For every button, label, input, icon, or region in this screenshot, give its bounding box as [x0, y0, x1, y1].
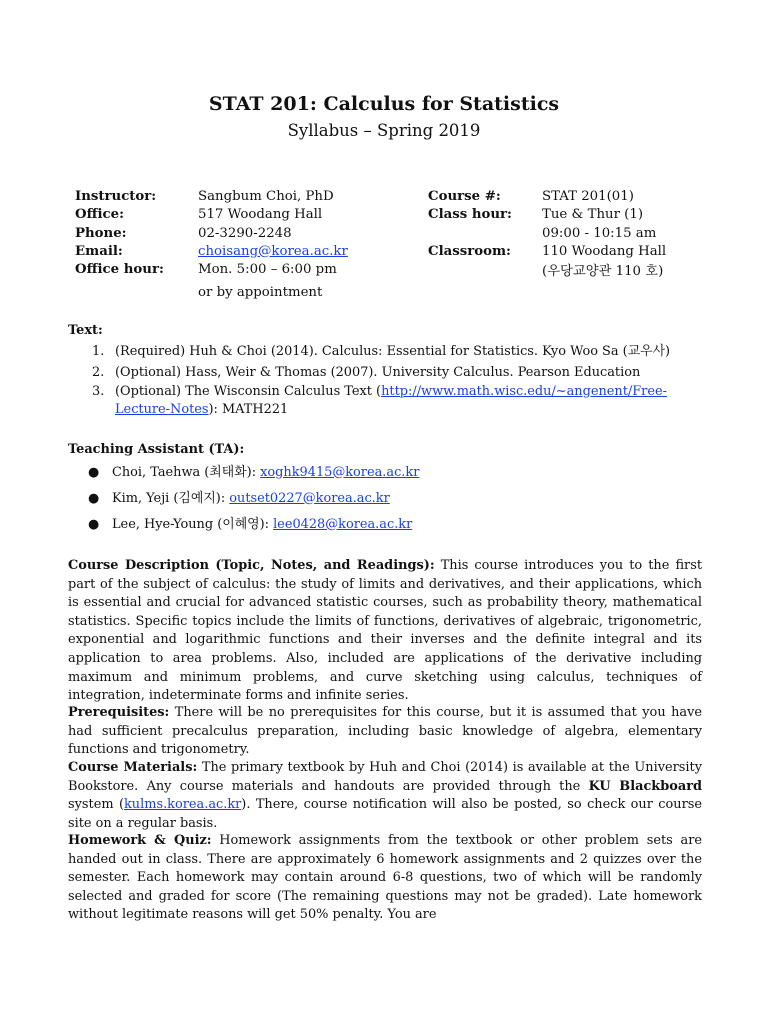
- text-section: [68, 322, 702, 420]
- ta-item: [68, 490, 702, 516]
- ta-list: [68, 464, 702, 542]
- list-number: 1.: [92, 343, 105, 359]
- course-description-heading: Course Description (Topic, Notes, and Readings):: [68, 558, 435, 573]
- course-materials-body-a: The primary textbook by Huh and Choi (2014) is available at the University Bookstore. Any course materials and handouts are provided through the: [68, 760, 702, 794]
- course-label: Course #:: [428, 189, 501, 204]
- course-description-body: This course introduces you to the first part of the subject of calculus: the study of limits and derivatives, and their applications, which is essential and crucial for advanced statistic courses, such as probability theory, mathematical statistics. Specific topics include the limits of functions, derivatives of algebraic, trigonometric, exponential and logarithmic functions and their inverses and the definite integral and its application to area problems. Also, included are applications of the derivative including maximum and minimum problems, and curve sketching using calculus, techniques of integration, indeterminate forms and infinite series.: [68, 558, 702, 704]
- page-subtitle: Syllabus – Spring 2019: [287, 121, 481, 140]
- list-item: [68, 364, 702, 383]
- prerequisites-heading: Prerequisites:: [68, 705, 170, 720]
- office-label: Office:: [75, 207, 125, 223]
- list-item-suffix: ): MATH221: [208, 402, 289, 418]
- list-number: 2.: [92, 365, 105, 381]
- ta-name: Kim, Yeji (김예지):: [112, 490, 230, 506]
- classroom-value: 110 Woodang Hall: [542, 243, 667, 259]
- list-item-text: (Required) Huh & Choi (2014). Calculus: Essential for Statistics. Kyo Woo Sa (교우사): [115, 343, 671, 359]
- course-materials-body-b: system (: [68, 797, 124, 813]
- page-title: STAT 201: Calculus for Statistics: [208, 93, 560, 115]
- email-label: Email:: [75, 243, 123, 259]
- class-time-value: 09:00 - 10:15 am: [542, 225, 657, 241]
- bullet-icon: ●: [88, 516, 100, 532]
- classroom-label: Classroom:: [428, 243, 511, 259]
- info-left-values: [198, 188, 418, 303]
- instructor-value: Sangbum Choi, PhD: [198, 189, 334, 204]
- course-materials-section: [68, 759, 702, 833]
- text-list: [68, 343, 702, 420]
- course-value: STAT 201(01): [542, 189, 634, 204]
- ta-email-link[interactable]: xoghk9415@korea.ac.kr: [260, 464, 420, 480]
- instructor-email-link[interactable]: choisang@korea.ac.kr: [198, 243, 348, 259]
- list-item: [68, 383, 702, 420]
- info-left-labels: [75, 188, 200, 279]
- list-item-prefix: (Optional) The Wisconsin Calculus Text (: [115, 383, 382, 399]
- kulms-link[interactable]: kulms.korea.ac.kr: [124, 797, 242, 813]
- homework-body: Homework assignments from the textbook or other problem sets are handed out in class. There are approximately 6 homework assignments and 2 quizzes over the semester. Each homework may contain around 6-8 questions, two of which will be randomly selected and graded for score (The remaining questions may not be graded). Late homework without legitimate reasons will get 50% penalty. You are: [68, 833, 702, 923]
- ta-name: Lee, Hye-Young (이혜영):: [112, 516, 274, 532]
- classroom-korean: (우당교양관 110 호): [542, 264, 664, 280]
- office-hour-label: Office hour:: [75, 262, 164, 278]
- instructor-label: Instructor:: [75, 189, 157, 204]
- bullet-icon: ●: [88, 490, 100, 506]
- course-description-section: [68, 557, 702, 706]
- list-number: 3.: [92, 383, 105, 399]
- ta-name: Choi, Taehwa (최태화):: [112, 464, 261, 480]
- list-item-text: (Optional) Hass, Weir & Thomas (2007). University Calculus. Pearson Education: [115, 365, 641, 381]
- info-right-values: [542, 188, 742, 281]
- ta-section: [68, 441, 702, 542]
- office-value: 517 Woodang Hall: [198, 207, 323, 223]
- list-item: [68, 343, 702, 362]
- ta-email-link[interactable]: outset0227@korea.ac.kr: [229, 490, 390, 506]
- ta-item: [68, 464, 702, 490]
- phone-label: Phone:: [75, 225, 127, 241]
- text-heading: Text:: [68, 323, 103, 338]
- class-hour-value: Tue & Thur (1): [542, 207, 644, 223]
- homework-section: [68, 832, 702, 925]
- office-hour-extra: or by appointment: [198, 285, 323, 301]
- ku-blackboard-label: KU Blackboard: [588, 778, 702, 794]
- class-hour-label: Class hour:: [428, 207, 512, 223]
- prerequisites-body: There will be no prerequisites for this course, but it is assumed that you have had sufficient precalculus preparation, including basic knowledge of algebra, elementary functions and trigonometry.: [68, 705, 702, 758]
- prerequisites-section: [68, 704, 702, 760]
- homework-heading: Homework & Quiz:: [68, 833, 212, 848]
- ta-item: [68, 516, 702, 542]
- phone-value: 02-3290-2248: [198, 225, 292, 241]
- wisconsin-calculus-link[interactable]: http://www.math.wisc.edu/~angenent/Free-Lecture-Notes: [115, 383, 667, 418]
- ta-heading: Teaching Assistant (TA):: [68, 442, 245, 457]
- office-hour-value: Mon. 5:00 – 6:00 pm: [198, 262, 337, 278]
- bullet-icon: ●: [88, 464, 100, 480]
- info-right-labels: [428, 188, 543, 261]
- course-materials-heading: Course Materials:: [68, 760, 198, 775]
- course-materials-body-c: ). There, course notification will also be posted, so check our course site on a regular basis.: [68, 797, 702, 831]
- ta-email-link[interactable]: lee0428@korea.ac.kr: [273, 516, 413, 532]
